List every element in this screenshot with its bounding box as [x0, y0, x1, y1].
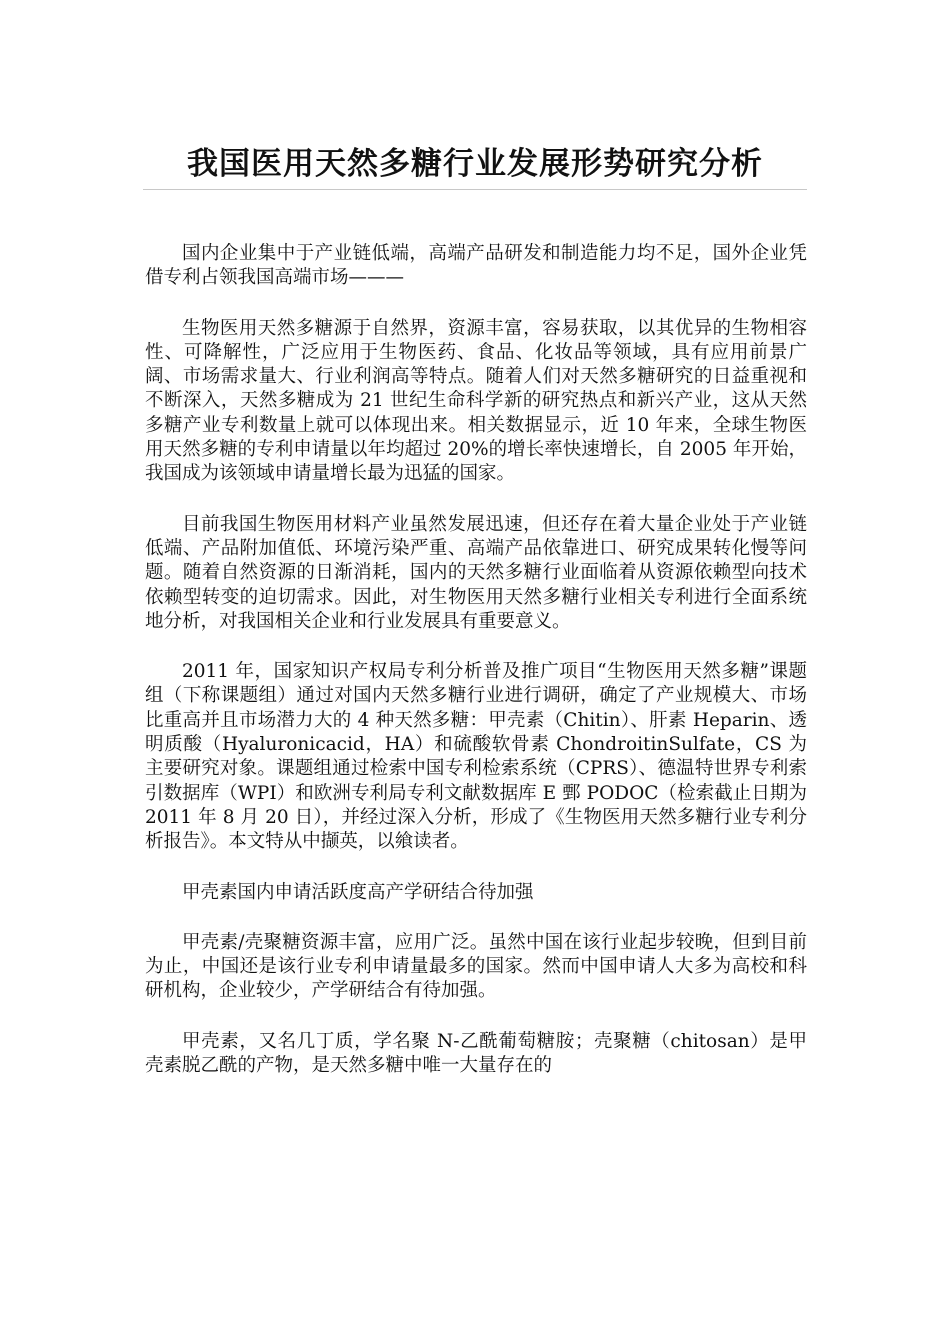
title-divider — [143, 189, 807, 190]
paragraph-industry-status: 目前我国生物医用材料产业虽然发展迅速，但还存在着大量企业处于产业链低端、产品附加值低、环境污染严重、高端产品依靠进口、研究成果转化慢等问题。随着自然资源的日渐消耗，国内的天然多糖行业面临着从资源依赖型向技术依赖型转变的迫切需求。因此，对生物医用天然多糖行业相关专利进行全面系统地分析，对我国相关企业和行业发展具有重要意义。 — [145, 513, 807, 632]
paragraph-background: 生物医用天然多糖源于自然界，资源丰富，容易获取，以其优异的生物相容性、可降解性，广泛应用于生物医药、食品、化妆品等领域，具有应用前景广阔、市场需求量大、行业利润高等特点。随着人们对天然多糖研究的日益重视和不断深入，天然多糖成为 21 世纪生命科学新的研究热点和新兴产业，这从天然多糖产业专利数量上就可以体现出来。相关数据显示，近 10 年来，全球生物医用天然多糖的专利申请量以年均超过 20%的增长率快速增长，自 2005 年开始，我国成为该领域申请量增长最为迅猛的国家。 — [145, 317, 807, 485]
document-body — [145, 242, 807, 1104]
paragraph-chitin-overview: 甲壳素/壳聚糖资源丰富，应用广泛。虽然中国在该行业起步较晚，但到目前为止，中国还是该行业专利申请量最多的国家。然而中国申请人大多为高校和科研机构，企业较少，产学研结合有待加强。 — [145, 931, 807, 1002]
paragraph-chitin-definition: 甲壳素，又名几丁质，学名聚 N-乙酰葡萄糖胺；壳聚糖（chitosan）是甲壳素脱乙酰的产物，是天然多糖中唯一大量存在的 — [145, 1030, 807, 1077]
section-heading-chitin: 甲壳素国内申请活跃度高产学研结合待加强 — [182, 881, 534, 903]
document-title: 我国医用天然多糖行业发展形势研究分析 — [187, 146, 763, 182]
paragraph-intro: 国内企业集中于产业链低端，高端产品研发和制造能力均不足，国外企业凭借专利占领我国高端市场——— — [145, 243, 807, 289]
paragraph-project: 2011 年，国家知识产权局专利分析普及推广项目“生物医用天然多糖”课题组（下称课题组）通过对国内天然多糖行业进行调研，确定了产业规模大、市场比重高并且市场潜力大的 4 种天然多糖：甲壳素（Chitin）、肝素 Heparin、透明质酸（Hyaluronicacid，HA）和硫酸软骨素 ChondroitinSulfate，CS 为主要研究对象。课题组通过检索中国专利检索系统（CPRS）、德温特世界专利索引数据库（WPI）和欧洲专利局专利文献数据库 E 鄄 PODOC（检索截止日期为 2011 年 8 月 20 日），并经过深入分析，形成了《生物医用天然多糖行业专利分析报告》。本文特从中撷英，以飨读者。 — [145, 661, 807, 853]
